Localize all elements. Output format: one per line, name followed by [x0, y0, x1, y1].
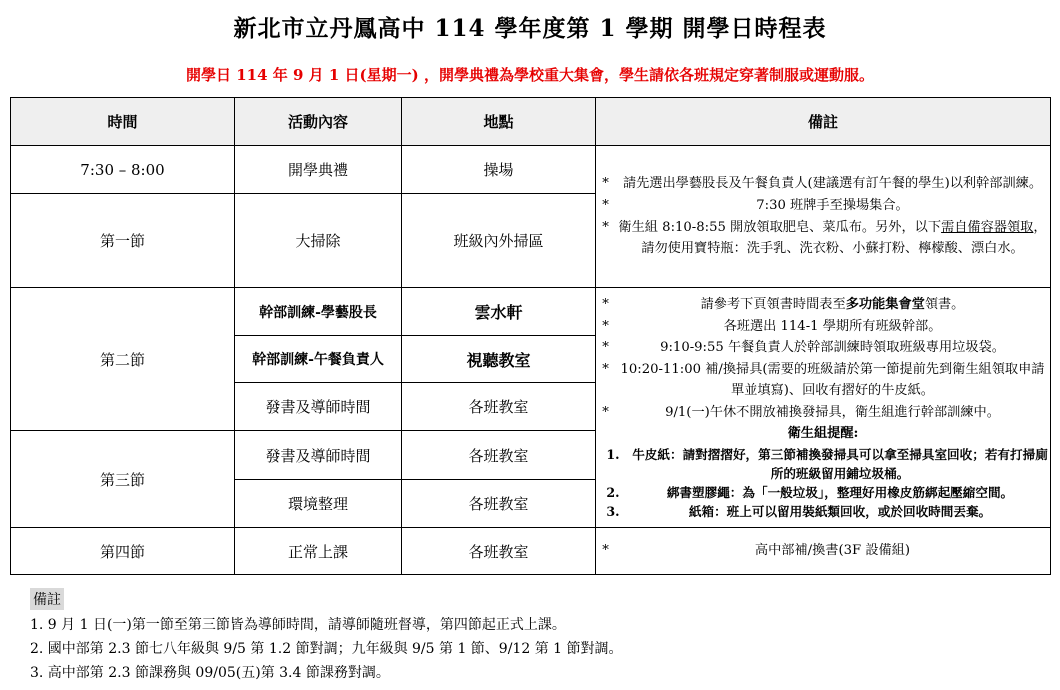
location-cell: 各班教室 [402, 480, 596, 528]
reminder-item: 1. 牛皮紙：請對摺摺好，第三節補換發掃具可以拿至掃具室回收；若有打掃廁所的班級留用鋪垃圾桶。 [606, 447, 1048, 482]
activity-cell: 大掃除 [235, 194, 402, 288]
note-item: * 衛生組 8:10-8:55 開放領取肥皂、菜瓜布。另外，以下需自備容器領取，請勿使用寶特瓶：洗手乳、洗衣粉、小蘇打粉、檸檬酸、漂白水。 [596, 217, 1050, 260]
activity-cell: 幹部訓練-午餐負責人 [235, 336, 402, 383]
notes-cell-periods [596, 288, 1051, 528]
asterisk-icon: * [602, 361, 609, 377]
location-cell: 視聽教室 [402, 336, 596, 383]
note-item: * 請參考下頁領書時間表至多功能集會堂領書。 [596, 294, 1050, 316]
asterisk-icon: * [602, 543, 609, 559]
notes-cell-fourth [596, 528, 1051, 575]
header-time: 時間 [11, 98, 235, 146]
asterisk-icon: * [602, 404, 609, 420]
table-row [11, 528, 1051, 575]
asterisk-icon: * [602, 197, 609, 213]
notes-cell-morning [596, 146, 1051, 288]
activity-cell: 開學典禮 [235, 146, 402, 194]
activity-cell: 幹部訓練-學藝股長 [235, 288, 402, 336]
asterisk-icon: * [602, 176, 609, 192]
asterisk-icon: * [602, 219, 609, 235]
time-cell: 7:30 – 8:00 [11, 146, 235, 194]
memo-line: 2. 國中部第 2.3 節七八年級與 9/5 第 1.2 節對調；九年級與 9/5 第 1 節、9/12 第 1 節對調。 [30, 641, 623, 657]
announcement: 開學日 114 年 9 月 1 日(星期一) ，開學典禮為學校重大集會，學生請依各班規定穿著制服或運動服。 [186, 66, 874, 84]
location-cell: 雲水軒 [402, 288, 596, 336]
reminder-item: 3. 紙箱：班上可以留用裝紙類回收，或於回收時間丟棄。 [606, 504, 992, 520]
note-item: * 9/1(一)午休不開放補換發掃具，衛生組進行幹部訓練中。 [596, 402, 1050, 424]
header-activity: 活動內容 [235, 98, 402, 146]
page-title: 新北市立丹鳳高中 114 學年度第 1 學期 開學日時程表 [233, 15, 827, 42]
time-cell: 第三節 [11, 431, 235, 528]
activity-cell: 正常上課 [235, 528, 402, 575]
reminder-item: 2. 綁書塑膠繩：為「一般垃圾」，整理好用橡皮筋綁起壓縮空間。 [606, 485, 1014, 501]
asterisk-icon: * [602, 340, 609, 356]
activity-cell: 環境整理 [235, 480, 402, 528]
note-item: * 高中部補/換書(3F 設備組) [596, 540, 1050, 562]
location-cell: 各班教室 [402, 383, 596, 431]
memo-line: 1. 9 月 1 日(一)第一節至第三節皆為導師時間，請導師隨班督導，第四節起正式上課。 [30, 617, 566, 633]
note-item: * 各班選出 114-1 學期所有班級幹部。 [596, 316, 1050, 338]
reminder-title: 衛生組提醒: [787, 426, 859, 442]
asterisk-icon: * [602, 318, 609, 334]
memo-section [30, 588, 623, 685]
memo-line: 3. 高中部第 2.3 節課務與 09/05(五)第 3.4 節課務對調。 [30, 665, 390, 681]
location-cell: 操場 [402, 146, 596, 194]
note-item: * 10:20-11:00 補/換掃具(需要的班級請於第一節提前先到衛生組領取申請單並填寫)、回收有摺好的牛皮紙。 [596, 359, 1050, 402]
header-row [11, 98, 1051, 146]
time-cell: 第二節 [11, 288, 235, 431]
underlined-text: 需自備容器領取 [941, 219, 1034, 235]
time-cell: 第一節 [11, 194, 235, 288]
table-row [11, 288, 1051, 336]
time-cell: 第四節 [11, 528, 235, 575]
location-cell: 班級內外掃區 [402, 194, 596, 288]
note-item: * 7:30 班牌手至操場集合。 [596, 195, 1050, 217]
header-notes: 備註 [596, 98, 1051, 146]
activity-cell: 發書及導師時間 [235, 431, 402, 480]
note-item: * 9:10-9:55 午餐負責人於幹部訓練時領取班級專用垃圾袋。 [596, 337, 1050, 359]
memo-title: 備註 [30, 588, 64, 610]
header-location: 地點 [402, 98, 596, 146]
location-cell: 各班教室 [402, 528, 596, 575]
note-item: * 請先選出學藝股長及午餐負責人(建議選有訂午餐的學生)以利幹部訓練。 [596, 173, 1050, 195]
table-row [11, 146, 1051, 194]
asterisk-icon: * [602, 296, 609, 312]
schedule-table [10, 97, 1051, 575]
location-cell: 各班教室 [402, 431, 596, 480]
activity-cell: 發書及導師時間 [235, 383, 402, 431]
